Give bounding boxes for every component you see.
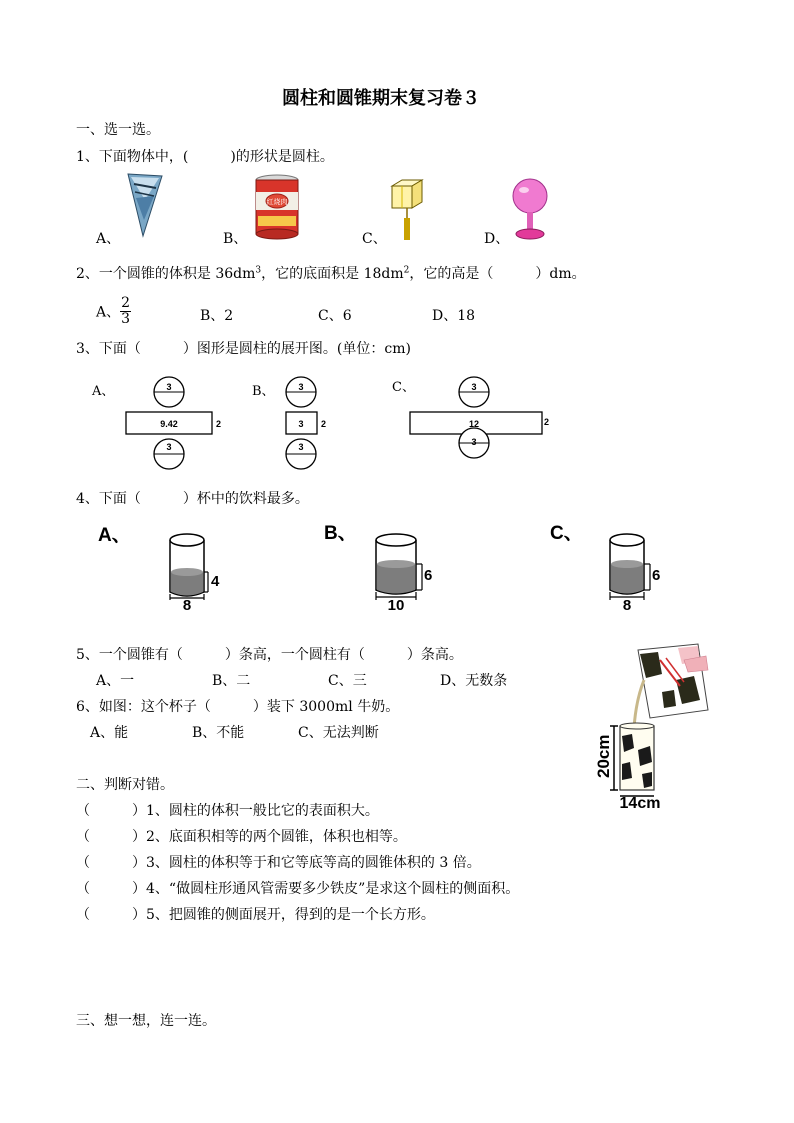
- q3-label-c: C、: [392, 380, 415, 395]
- net-a-bottom-label: 3: [166, 442, 172, 452]
- judge-item-3: （ ）3、圆柱的体积等于和它等底等高的圆锥体积的 3 倍。: [76, 855, 481, 871]
- section2-heading: 二、判断对错。: [76, 777, 174, 793]
- net-c-rect-label: 12: [468, 419, 480, 429]
- cup-c-height-label: 6: [652, 567, 661, 584]
- q2-fraction: [120, 296, 131, 327]
- q5-option-c: C、三: [328, 673, 367, 689]
- milk-cup-width-label: 14cm: [619, 795, 661, 812]
- net-b-top-label: 3: [298, 382, 304, 392]
- milk-cup-figure: [588, 640, 718, 812]
- q2-option-c: C、6: [318, 308, 352, 324]
- cup-b-width-label: 10: [387, 597, 405, 614]
- q5-option-d: D、无数条: [440, 673, 508, 689]
- q2-option-d: D、18: [432, 308, 476, 324]
- milk-cup-image: [620, 723, 654, 790]
- q2-text-b: ，它的底面积是 18dm: [261, 266, 404, 282]
- q6-option-c: C、无法判断: [298, 725, 379, 741]
- net-c-bottom-label: 3: [471, 437, 477, 447]
- can-image: [254, 174, 300, 240]
- net-c: [404, 376, 564, 470]
- q1-option-b: B、: [223, 231, 248, 247]
- net-b-rect-label: 3: [298, 419, 304, 429]
- q2-text-a: 2、一个圆锥的体积是 36dm: [76, 266, 256, 282]
- net-a-top-label: 3: [166, 382, 172, 392]
- milk-carton-image: [638, 644, 708, 718]
- q1-text: 1、下面物体中，( )的形状是圆柱。: [76, 149, 334, 165]
- q1-option-c: C、: [362, 231, 387, 247]
- q2-sup-2: 2: [403, 265, 410, 276]
- judge-item-1: （ ）1、圆柱的体积一般比它的表面积大。: [76, 803, 379, 819]
- q2-option-a-label: A、: [96, 304, 121, 321]
- section1-heading: 一、选一选。: [76, 122, 160, 138]
- net-a: [120, 376, 230, 470]
- q4-label-c: C、: [550, 523, 583, 544]
- cup-c-width-label: 8: [622, 597, 632, 614]
- q5-text: 5、一个圆锥有（ ）条高，一个圆柱有（ ）条高。: [76, 647, 463, 663]
- net-c-height-label: 2: [544, 417, 550, 427]
- q4-text: 4、下面（ ）杯中的饮料最多。: [76, 491, 309, 507]
- q2-option-b: B、2: [200, 308, 234, 324]
- q2-fraction-num: 2: [121, 295, 131, 311]
- q2-sup-1: 3: [255, 265, 262, 276]
- balloon-lamp-image: [506, 176, 554, 242]
- ice-cream-cone-image: [126, 170, 166, 240]
- cup-a-width-label: 8: [182, 597, 192, 614]
- q2-fraction-den: 3: [121, 311, 131, 327]
- lantern-image: [388, 178, 424, 242]
- can-label-text: 红烧肉: [266, 198, 288, 206]
- net-b-bottom-label: 3: [298, 442, 304, 452]
- net-a-height-label: 2: [216, 419, 222, 429]
- q3-label-a: A、: [92, 384, 115, 399]
- q5-option-b: B、二: [212, 673, 251, 689]
- cup-c: [602, 528, 672, 612]
- q3-label-b: B、: [252, 384, 275, 399]
- q6-option-a: A、能: [90, 725, 129, 741]
- net-b: [276, 376, 336, 470]
- cup-a: [160, 528, 230, 612]
- judge-item-5: （ ）5、把圆锥的侧面展开，得到的是一个长方形。: [76, 907, 435, 923]
- net-a-rect-label: 9.42: [160, 419, 178, 429]
- net-c-top-label: 3: [471, 382, 477, 392]
- cup-b: [368, 528, 448, 612]
- page-title: 圆柱和圆锥期末复习卷３: [282, 88, 480, 109]
- q2-text: [76, 263, 586, 283]
- judge-item-4: （ ）4、“做圆柱形通风管需要多少铁皮”是求这个圆柱的侧面积。: [76, 881, 520, 897]
- section3-heading: 三、想一想，连一连。: [76, 1013, 216, 1029]
- cup-b-height-label: 6: [424, 567, 433, 584]
- q2-option-a: [96, 296, 131, 327]
- q6-option-b: B、不能: [192, 725, 245, 741]
- q2-text-c: ，它的高是（ ）dm。: [409, 266, 586, 282]
- cup-a-height-label: 4: [211, 573, 220, 590]
- q1-option-d: D、: [484, 231, 510, 247]
- judge-item-2: （ ）2、底面积相等的两个圆锥，体积也相等。: [76, 829, 407, 845]
- milk-cup-height-label: 20cm: [594, 734, 613, 778]
- q4-label-a: A、: [98, 525, 131, 546]
- q4-label-b: B、: [324, 523, 357, 544]
- net-b-height-label: 2: [321, 419, 327, 429]
- q1-option-a: A、: [96, 231, 121, 247]
- q6-text: 6、如图：这个杯子（ ）装下 3000ml 牛奶。: [76, 699, 400, 715]
- q3-text: 3、下面（ ）图形是圆柱的展开图。(单位：cm): [76, 341, 411, 357]
- q5-option-a: A、一: [96, 673, 135, 689]
